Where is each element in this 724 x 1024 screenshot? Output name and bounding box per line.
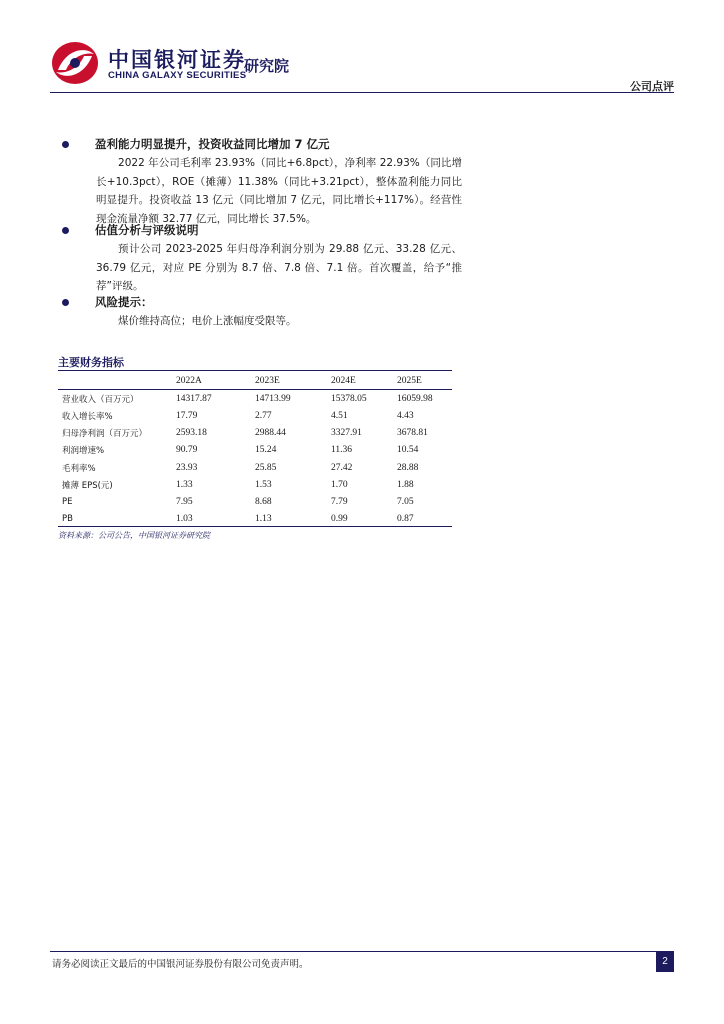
section-risk [62, 292, 462, 331]
table-cell: 1.13 [255, 514, 272, 525]
row-label: PB [62, 514, 73, 525]
table-row [58, 459, 452, 476]
financial-indicators-table [58, 372, 452, 528]
table-row [58, 407, 452, 424]
table-cell: 1.70 [331, 479, 348, 490]
table-bottom-rule [58, 526, 452, 527]
table-header-row [58, 372, 452, 390]
table-cell: 23.93 [176, 462, 198, 473]
table-top-rule [58, 370, 452, 371]
table-cell: 16059.98 [397, 393, 433, 404]
table-cell: 28.88 [397, 462, 419, 473]
document-type-label: 公司点评 [630, 80, 674, 93]
table-cell: 1.33 [176, 479, 193, 490]
bullet-icon [62, 299, 69, 306]
table-row [58, 493, 452, 510]
bullet-icon [62, 227, 69, 234]
section-title: 风险提示： [95, 295, 153, 309]
header-divider [50, 92, 674, 93]
row-label: 收入增长率% [62, 411, 113, 422]
table-cell: 15.24 [255, 445, 277, 456]
section-heading [62, 134, 462, 154]
table-cell: 7.79 [331, 496, 348, 507]
table-cell: 3327.91 [331, 428, 362, 439]
section-paragraph: 2022 年公司毛利率 23.93%（同比+6.8pct），净利率 22.93%（同比增长+10.3pct），ROE（摊薄）11.38%（同比+3.21pct），整体盈利能力同比明显提升。投资收益 13 亿元（同比增加 7 亿元，同比增长+117%）。经营性现金流量净额 32.77 亿元，同比增长 37.5%。 [96, 157, 462, 225]
table-cell: 17.79 [176, 410, 198, 421]
row-label: 归母净利润（百万元） [62, 429, 148, 440]
table-cell: 25.85 [255, 462, 277, 473]
section-heading [62, 292, 462, 312]
table-cell: 0.87 [397, 514, 414, 525]
table-cell: 90.79 [176, 445, 198, 456]
row-label: PE [62, 496, 73, 507]
section-title: 盈利能力明显提升，投资收益同比增加 7 亿元 [95, 137, 330, 151]
row-label: 营业收入（百万元） [62, 394, 139, 405]
row-label: 摊薄 EPS(元) [62, 480, 113, 491]
section-title: 估值分析与评级说明 [95, 223, 199, 237]
row-label: 利润增速% [62, 446, 105, 457]
table-title: 主要财务指标 [58, 356, 124, 369]
section-paragraph: 煤价维持高位；电价上涨幅度受限等。 [118, 315, 297, 327]
column-header: 2022A [176, 375, 202, 386]
table-row [58, 476, 452, 493]
column-header: 2023E [255, 375, 280, 386]
page-number: 2 [656, 952, 674, 972]
table-row [58, 390, 452, 408]
column-header: 2024E [331, 375, 356, 386]
table-cell: 27.42 [331, 462, 353, 473]
table-cell: 10.54 [397, 445, 419, 456]
table-cell: 4.43 [397, 410, 414, 421]
section-heading [62, 220, 462, 240]
table-cell: 0.99 [331, 514, 348, 525]
company-logo-icon [50, 40, 100, 86]
table-cell: 7.05 [397, 496, 414, 507]
column-header: 2025E [397, 375, 422, 386]
table-cell: 11.36 [331, 445, 353, 456]
section-paragraph: 预计公司 2023-2025 年归母净利润分别为 29.88 亿元、33.28 亿元、36.79 亿元，对应 PE 分别为 8.7 倍、7.8 倍、7.1 倍。首次覆盖，给予“推荐”评级。 [96, 243, 462, 292]
row-label: 毛利率% [62, 463, 96, 474]
footer-disclaimer: 请务必阅读正文最后的中国银河证券股份有限公司免责声明。 [52, 959, 309, 970]
brand-subtitle: 研究院 [244, 57, 290, 75]
column-header [58, 372, 176, 390]
table-cell: 3678.81 [397, 428, 428, 439]
table-cell: 2988.44 [255, 428, 286, 439]
table-cell: 1.03 [176, 514, 193, 525]
table-cell: 15378.05 [331, 393, 367, 404]
footer-divider [50, 951, 674, 952]
table-source-note: 资料来源：公司公告，中国银河证券研究院 [58, 531, 210, 540]
table-cell: 14317.87 [176, 393, 212, 404]
table-cell: 1.53 [255, 479, 272, 490]
section-valuation [62, 220, 462, 296]
bullet-icon [62, 141, 69, 148]
table-cell: 4.51 [331, 410, 348, 421]
table-cell: 2593.18 [176, 428, 207, 439]
table-row [58, 442, 452, 459]
table-cell: 7.95 [176, 496, 193, 507]
section-profitability [62, 134, 462, 228]
table-row [58, 425, 452, 442]
table-cell: 14713.99 [255, 393, 291, 404]
brand-name-cn: 中国银河证券 [108, 48, 246, 72]
brand-name-en: CHINA GALAXY SECURITIES [108, 70, 247, 81]
table-cell: 2.77 [255, 410, 272, 421]
table-cell: 1.88 [397, 479, 414, 490]
table-cell: 8.68 [255, 496, 272, 507]
